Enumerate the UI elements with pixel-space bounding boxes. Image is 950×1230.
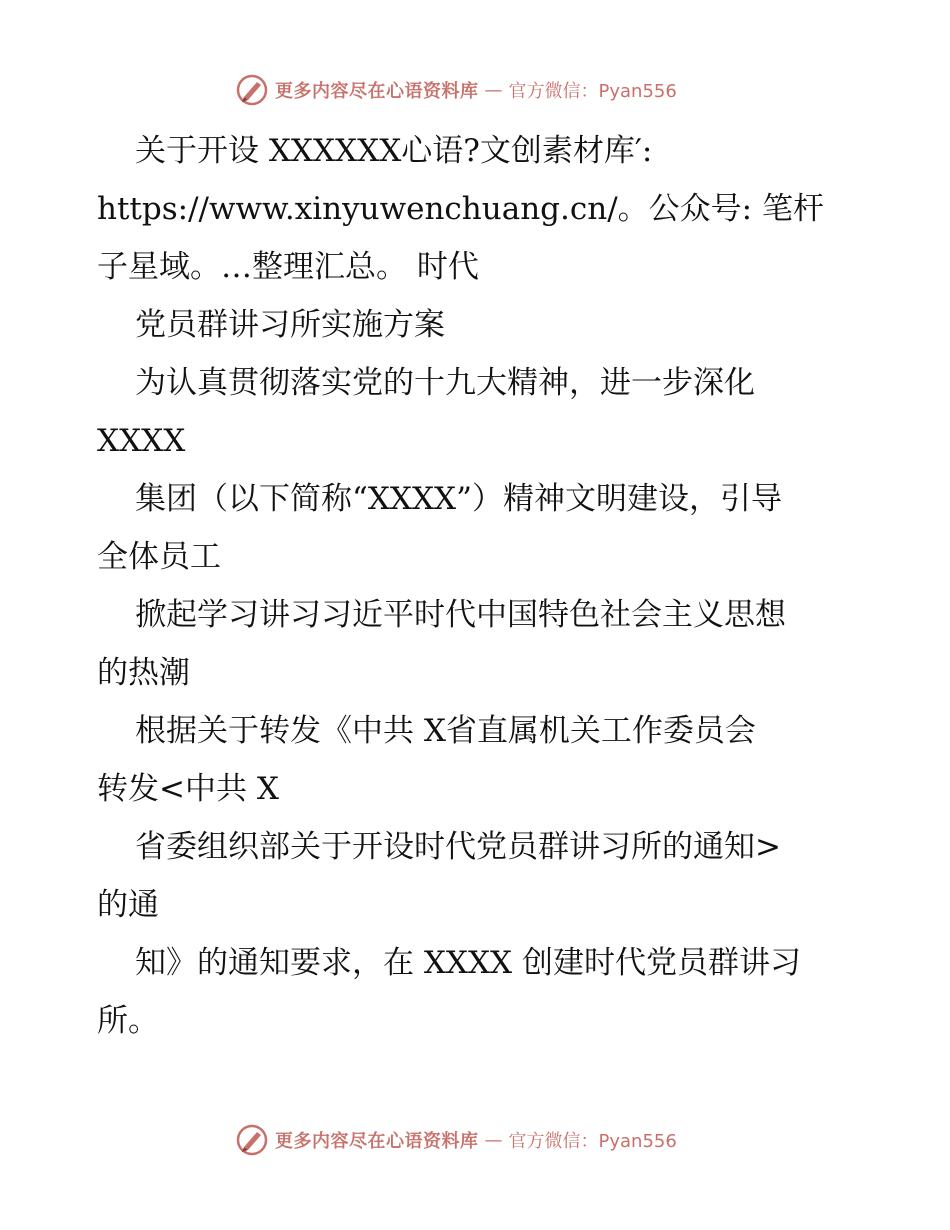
- text-line: 全体员工: [97, 539, 221, 575]
- text-line: 的通: [97, 887, 159, 923]
- pen-logo-icon: [235, 73, 269, 107]
- watermark-wechat: 官方微信：Pyan556: [508, 1131, 677, 1152]
- text-line: 根据关于转发《中共 X省直属机关工作委员会: [135, 713, 756, 749]
- text-line: 集团（以下简称“XXXX”）精神文明建设，引导: [135, 481, 782, 517]
- text-line: 子星域。…整理汇总。 时代: [97, 249, 479, 285]
- text-line: 的热潮: [97, 655, 190, 691]
- text-line: 省委组织部关于开设时代党员群讲习所的通知>: [135, 829, 781, 865]
- pen-logo-icon: [235, 1123, 269, 1157]
- text-line: https://www.xinyuwenchuang.cn/。公众号: 笔杆: [97, 191, 824, 227]
- text-line: 所。: [97, 1003, 159, 1039]
- watermark-brand: 更多内容尽在心语资料库: [275, 81, 479, 102]
- watermark-brand: 更多内容尽在心语资料库: [275, 1131, 479, 1152]
- text-line: 关于开设 XXXXXX心语?文创素材库′:: [135, 133, 653, 169]
- header-watermark: [235, 72, 677, 108]
- document-body: [97, 122, 857, 1050]
- text-line: XXXX: [97, 423, 186, 459]
- watermark-wechat: 官方微信：Pyan556: [508, 81, 677, 102]
- text-line: 为认真贯彻落实党的十九大精神，进一步深化: [135, 365, 755, 401]
- text-line: 党员群讲习所实施方案: [135, 307, 445, 343]
- text-line: 掀起学习讲习习近平时代中国特色社会主义思想: [135, 597, 786, 633]
- watermark-dash: —: [484, 1129, 503, 1151]
- watermark-dash: —: [484, 79, 503, 101]
- text-line: 转发<中共 X: [97, 771, 279, 807]
- footer-watermark: [235, 1122, 677, 1158]
- text-line: 知》的通知要求，在 XXXX 创建时代党员群讲习: [135, 945, 801, 981]
